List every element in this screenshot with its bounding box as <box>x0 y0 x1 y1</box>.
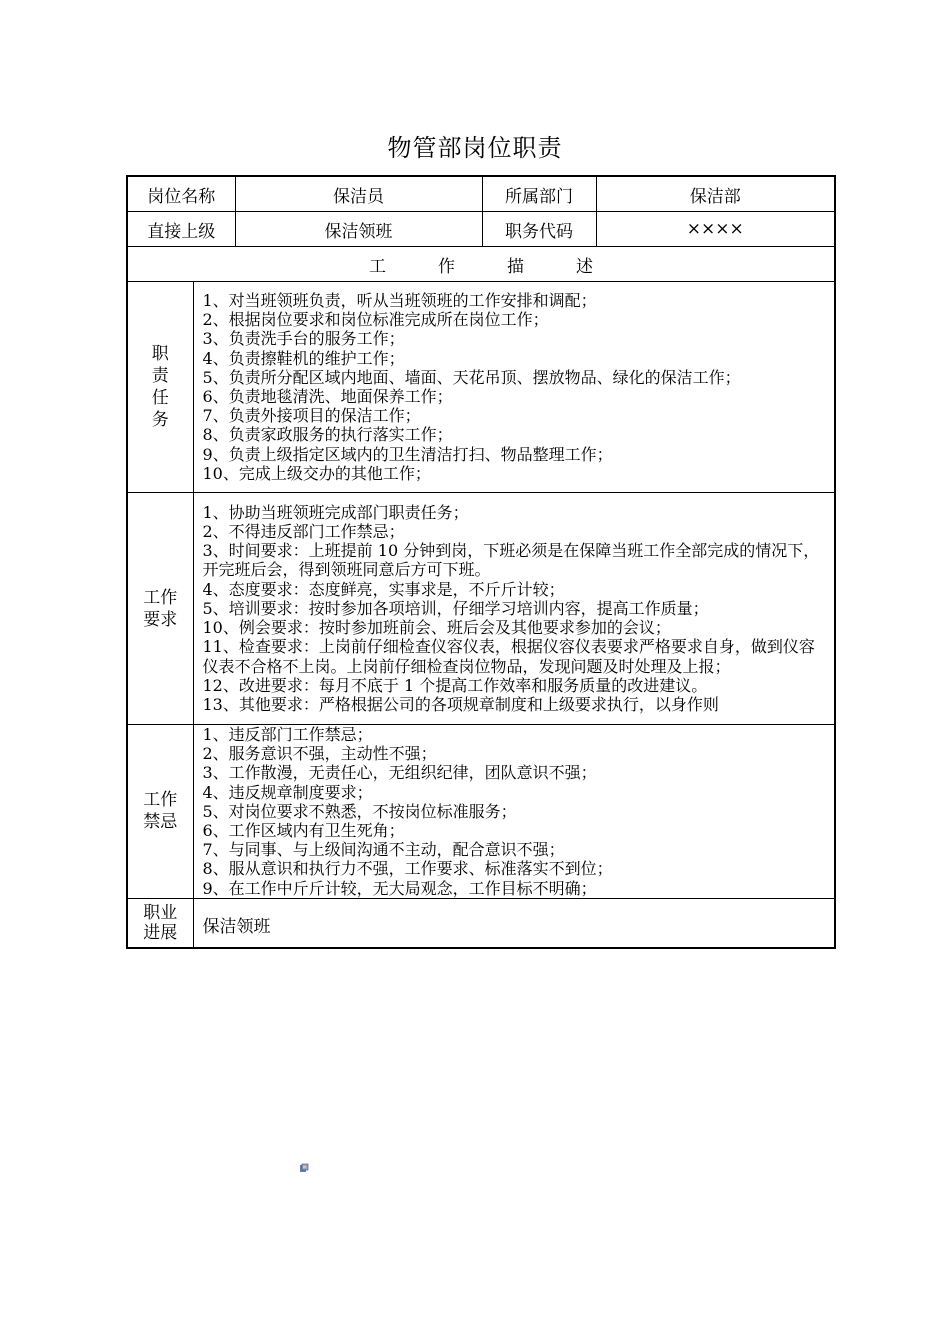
page-title: 物管部岗位职责 <box>387 134 563 162</box>
list-item: 9、负责上级指定区域内的卫生清洁打扫、物品整理工作； <box>202 444 613 464</box>
list-item: 7、与同事、与上级间沟通不主动，配合意识不强； <box>202 840 565 860</box>
list-item: 2、不得违反部门工作禁忌； <box>202 522 405 542</box>
description-heading-row <box>127 247 835 282</box>
list-item: 4、违反规章制度要求； <box>202 782 373 802</box>
header-row-1 <box>127 176 835 212</box>
list-item: 6、负责地毯清洗、地面保养工作； <box>202 387 453 406</box>
list-item: 10、例会要求：按时参加班前会、班后会及其他要求参加的会议； <box>202 618 671 638</box>
duties-label: 职责任务 <box>127 282 193 493</box>
supervisor-label: 直接上级 <box>127 212 235 247</box>
list-item: 9、在工作中斤斤计较，无大局观念，工作目标不明确； <box>202 878 597 898</box>
list-item: 5、负责所分配区域内地面、墙面、天花吊顶、摆放物品、绿化的保洁工作； <box>202 367 741 387</box>
list-item: 4、负责擦鞋机的维护工作； <box>202 348 405 368</box>
header-row-2 <box>127 212 835 247</box>
code-label: 职务代码 <box>482 212 596 247</box>
list-item: 6、工作区域内有卫生死角； <box>202 821 405 841</box>
requirements-label: 工作 要求 <box>127 493 193 725</box>
forbidden-label: 工作 禁忌 <box>127 725 193 899</box>
list-item: 5、对岗位要求不熟悉，不按岗位标准服务； <box>202 801 517 821</box>
duties-content <box>193 282 835 493</box>
list-item: 1、协助当班领班完成部门职责任务； <box>202 502 469 522</box>
department-value: 保洁部 <box>596 176 835 212</box>
department-label: 所属部门 <box>482 176 596 212</box>
career-label: 职业 进展 <box>127 898 193 948</box>
list-item: 13、其他要求：严格根据公司的各项规章制度和上级要求执行，以身作则 <box>202 694 719 714</box>
list-item: 3、负责洗手台的服务工作； <box>202 329 405 349</box>
list-item: 2、根据岗位要求和岗位标准完成所在岗位工作； <box>202 310 549 330</box>
list-item: 10、完成上级交办的其他工作； <box>202 463 431 483</box>
list-item: 1、违反部门工作禁忌； <box>202 725 373 744</box>
requirements-content <box>193 493 835 725</box>
forbidden-row <box>127 725 835 899</box>
position-value: 保洁员 <box>235 176 482 212</box>
list-item: 4、态度要求：态度鲜亮，实事求是，不斤斤计较； <box>202 579 565 599</box>
code-value: ×××× <box>596 212 835 247</box>
list-item: 5、培训要求：按时参加各项培训，仔细学习培训内容，提高工作质量； <box>202 598 709 618</box>
career-row <box>127 898 835 948</box>
requirements-row <box>127 493 835 725</box>
position-label: 岗位名称 <box>127 176 235 212</box>
list-item: 12、改进要求：每月不底于 1 个提高工作效率和服务质量的改进建议。 <box>202 675 708 695</box>
description-heading: 工 作 描 述 <box>127 247 835 282</box>
forbidden-content <box>193 725 835 899</box>
list-item: 7、负责外接项目的保洁工作； <box>202 406 421 426</box>
list-item: 1、对当班领班负责，听从当班领班的工作安排和调配； <box>202 290 597 310</box>
list-item: 8、负责家政服务的执行落实工作； <box>202 425 453 445</box>
list-item: 3、工作散漫，无责任心，无组织纪律，团队意识不强； <box>202 763 597 783</box>
list-item: 11、检查要求：上岗前仔细检查仪容仪表，根据仪容仪表要求严格要求自身，做到仪容仪表不合格不上岗。上岗前仔细检查岗位物品，发现问题及时处理及上报； <box>202 637 815 676</box>
duties-row <box>127 282 835 493</box>
list-item: 2、服务意识不强，主动性不强； <box>202 744 437 764</box>
small-image-icon <box>299 1163 309 1173</box>
career-value: 保洁领班 <box>193 898 835 948</box>
list-item: 8、服从意识和执行力不强，工作要求、标准落实不到位； <box>202 859 613 879</box>
job-description-table <box>126 175 836 949</box>
list-item: 3、时间要求：上班提前 10 分钟到岗，下班必须是在保障当班工作全部完成的情况下，开完班后会，得到领班同意后方可下班。 <box>202 541 820 580</box>
supervisor-value: 保洁领班 <box>235 212 482 247</box>
